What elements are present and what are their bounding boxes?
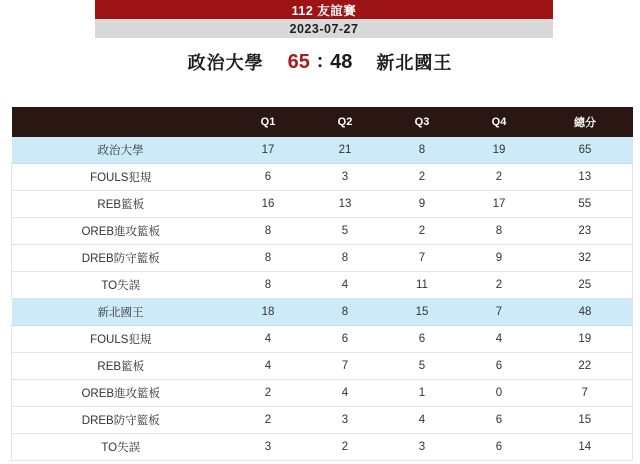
row-label: FOULS犯規 — [12, 326, 230, 353]
stat-cell-q1: 3 — [230, 434, 307, 461]
stat-cell-q1: 6 — [230, 164, 307, 191]
stat-cell-q2: 8 — [307, 299, 384, 326]
stats-table-header — [12, 107, 633, 137]
stat-cell-q3: 5 — [384, 353, 461, 380]
stat-cell-q1: 16 — [230, 191, 307, 218]
stat-cell-total: 48 — [538, 299, 633, 326]
stat-cell-total: 14 — [538, 434, 633, 461]
table-row — [12, 137, 633, 164]
stat-cell-q4: 0 — [461, 380, 538, 407]
col-header-total: 總分 — [538, 107, 633, 137]
stat-cell-total: 22 — [538, 353, 633, 380]
stat-cell-total: 55 — [538, 191, 633, 218]
stat-cell-q1: 2 — [230, 407, 307, 434]
row-label: TO失誤 — [12, 434, 230, 461]
stat-cell-q3: 6 — [384, 326, 461, 353]
stat-cell-q3: 3 — [384, 434, 461, 461]
stat-cell-q1: 18 — [230, 299, 307, 326]
stat-cell-q4: 6 — [461, 407, 538, 434]
stat-cell-q2: 21 — [307, 137, 384, 164]
stats-table-body — [12, 137, 633, 461]
stat-cell-q3: 7 — [384, 245, 461, 272]
stat-cell-q1: 17 — [230, 137, 307, 164]
stat-cell-q2: 8 — [307, 245, 384, 272]
stat-cell-q2: 5 — [307, 218, 384, 245]
col-header-q2: Q2 — [307, 107, 384, 137]
game-date-banner — [95, 19, 553, 38]
row-label: DREB防守籃板 — [12, 407, 230, 434]
col-header-q4: Q4 — [461, 107, 538, 137]
stat-cell-q2: 6 — [307, 326, 384, 353]
stat-cell-q2: 4 — [307, 380, 384, 407]
stat-cell-q4: 8 — [461, 218, 538, 245]
stat-cell-q1: 8 — [230, 272, 307, 299]
stat-cell-q2: 2 — [307, 434, 384, 461]
stat-cell-q4: 2 — [461, 272, 538, 299]
stat-cell-total: 13 — [538, 164, 633, 191]
table-row — [12, 353, 633, 380]
row-label: OREB進攻籃板 — [12, 218, 230, 245]
stat-cell-q3: 2 — [384, 164, 461, 191]
stat-cell-q1: 8 — [230, 245, 307, 272]
stat-cell-q2: 3 — [307, 407, 384, 434]
table-row — [12, 434, 633, 461]
stat-cell-total: 65 — [538, 137, 633, 164]
stat-cell-q3: 15 — [384, 299, 461, 326]
stat-cell-total: 23 — [538, 218, 633, 245]
stat-cell-q3: 9 — [384, 191, 461, 218]
scoreboard — [0, 46, 640, 78]
row-label: 新北國王 — [12, 299, 230, 326]
stat-cell-q1: 8 — [230, 218, 307, 245]
col-header-q1: Q1 — [230, 107, 307, 137]
stat-cell-total: 7 — [538, 380, 633, 407]
stat-cell-q1: 4 — [230, 353, 307, 380]
stat-cell-q2: 3 — [307, 164, 384, 191]
row-label: DREB防守籃板 — [12, 245, 230, 272]
row-label: FOULS犯規 — [12, 164, 230, 191]
table-row — [12, 407, 633, 434]
table-row — [12, 164, 633, 191]
stat-cell-q4: 6 — [461, 353, 538, 380]
stat-cell-q2: 13 — [307, 191, 384, 218]
stat-cell-q4: 9 — [461, 245, 538, 272]
stat-cell-q2: 4 — [307, 272, 384, 299]
row-label: TO失誤 — [12, 272, 230, 299]
game-date-text: 2023-07-27 — [289, 21, 359, 36]
table-row — [12, 299, 633, 326]
away-team-score: 48 — [330, 50, 353, 73]
stat-cell-q1: 4 — [230, 326, 307, 353]
table-row — [12, 191, 633, 218]
game-title-banner — [95, 0, 553, 19]
col-header-q3: Q3 — [384, 107, 461, 137]
game-title-text: 112 友誼賽 — [291, 3, 357, 18]
stat-cell-q3: 1 — [384, 380, 461, 407]
stat-cell-q4: 2 — [461, 164, 538, 191]
stat-cell-q1: 2 — [230, 380, 307, 407]
stat-cell-q3: 2 — [384, 218, 461, 245]
home-team-score: 65 — [287, 50, 310, 73]
stat-cell-q3: 11 — [384, 272, 461, 299]
row-label: 政治大學 — [12, 137, 230, 164]
away-team-name: 新北國王 — [376, 53, 453, 73]
stats-table — [11, 107, 633, 461]
stat-cell-q3: 4 — [384, 407, 461, 434]
stat-cell-total: 25 — [538, 272, 633, 299]
row-label: REB籃板 — [12, 191, 230, 218]
stat-cell-q4: 17 — [461, 191, 538, 218]
table-row — [12, 245, 633, 272]
table-row — [12, 326, 633, 353]
table-row — [12, 272, 633, 299]
stat-cell-q2: 7 — [307, 353, 384, 380]
row-label: REB籃板 — [12, 353, 230, 380]
stat-cell-q4: 6 — [461, 434, 538, 461]
stat-cell-total: 15 — [538, 407, 633, 434]
row-label: OREB進攻籃板 — [12, 380, 230, 407]
stat-cell-total: 32 — [538, 245, 633, 272]
stat-cell-total: 19 — [538, 326, 633, 353]
table-row — [12, 380, 633, 407]
score-separator: : — [316, 51, 324, 72]
stat-cell-q4: 19 — [461, 137, 538, 164]
home-team-name: 政治大學 — [187, 53, 264, 73]
stat-cell-q4: 4 — [461, 326, 538, 353]
stat-cell-q4: 7 — [461, 299, 538, 326]
stat-cell-q3: 8 — [384, 137, 461, 164]
table-row — [12, 218, 633, 245]
col-header-label — [12, 107, 230, 137]
